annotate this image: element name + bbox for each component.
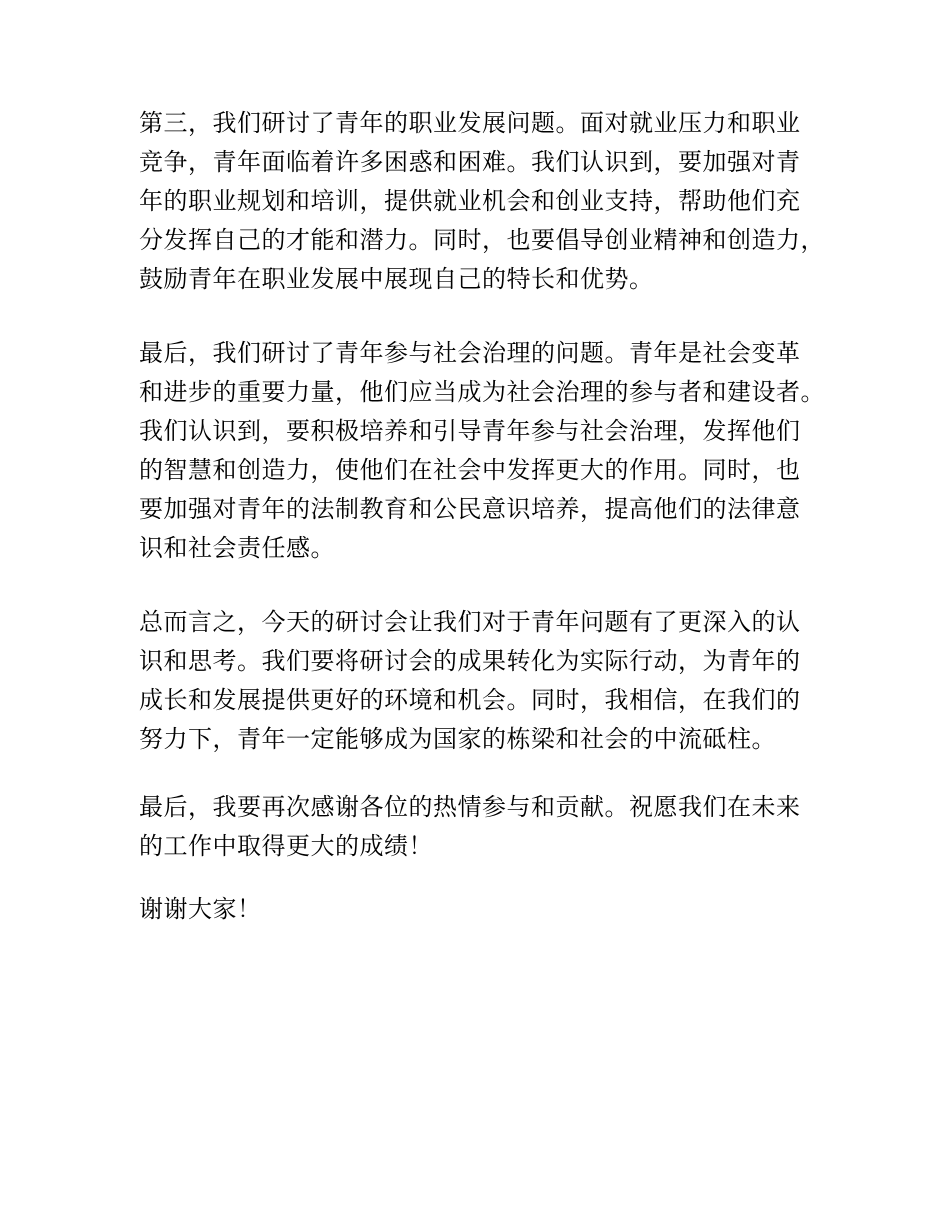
document-body (139, 104, 829, 929)
paragraph-thanks (139, 788, 829, 866)
text-line: 年的职业规划和培训，提供就业机会和创业支持，帮助他们充 (139, 187, 801, 215)
text-line: 谢谢大家！ (139, 895, 262, 923)
paragraph-gap (139, 299, 829, 334)
text-line: 总而言之，今天的研讨会让我们对于青年问题有了更深入的认 (139, 608, 801, 636)
paragraph-social-governance (139, 334, 829, 568)
text-line: 努力下，青年一定能够成为国家的栋梁和社会的中流砥柱。 (139, 725, 776, 753)
text-line: 成长和发展提供更好的环境和机会。同时，我相信，在我们的 (139, 686, 801, 714)
text-line: 分发挥自己的才能和潜力。同时，也要倡导创业精神和创造力， (139, 226, 825, 254)
paragraph-summary (139, 603, 829, 759)
paragraph-gap (139, 568, 829, 603)
paragraph-gap (139, 759, 829, 788)
text-line: 要加强对青年的法制教育和公民意识培养，提高他们的法律意 (139, 495, 801, 523)
text-line: 的工作中取得更大的成绩！ (139, 832, 433, 860)
text-line: 竞争，青年面临着许多困惑和困难。我们认识到，要加强对青 (139, 148, 801, 176)
paragraph-gap (139, 866, 829, 890)
text-line: 最后，我们研讨了青年参与社会治理的问题。青年是社会变革 (139, 339, 801, 367)
paragraph-career-development (139, 104, 829, 299)
text-line: 鼓励青年在职业发展中展现自己的特长和优势。 (139, 265, 654, 293)
text-line: 最后，我要再次感谢各位的热情参与和贡献。祝愿我们在未来 (139, 793, 801, 821)
text-line: 第三，我们研讨了青年的职业发展问题。面对就业压力和职业 (139, 109, 801, 137)
text-line: 识和社会责任感。 (139, 534, 335, 562)
text-line: 识和思考。我们要将研讨会的成果转化为实际行动，为青年的 (139, 647, 801, 675)
text-line: 和进步的重要力量，他们应当成为社会治理的参与者和建设者。 (139, 378, 825, 406)
text-line: 的智慧和创造力，使他们在社会中发挥更大的作用。同时，也 (139, 456, 801, 484)
text-line: 我们认识到，要积极培养和引导青年参与社会治理，发挥他们 (139, 417, 801, 445)
paragraph-closing (139, 890, 829, 929)
